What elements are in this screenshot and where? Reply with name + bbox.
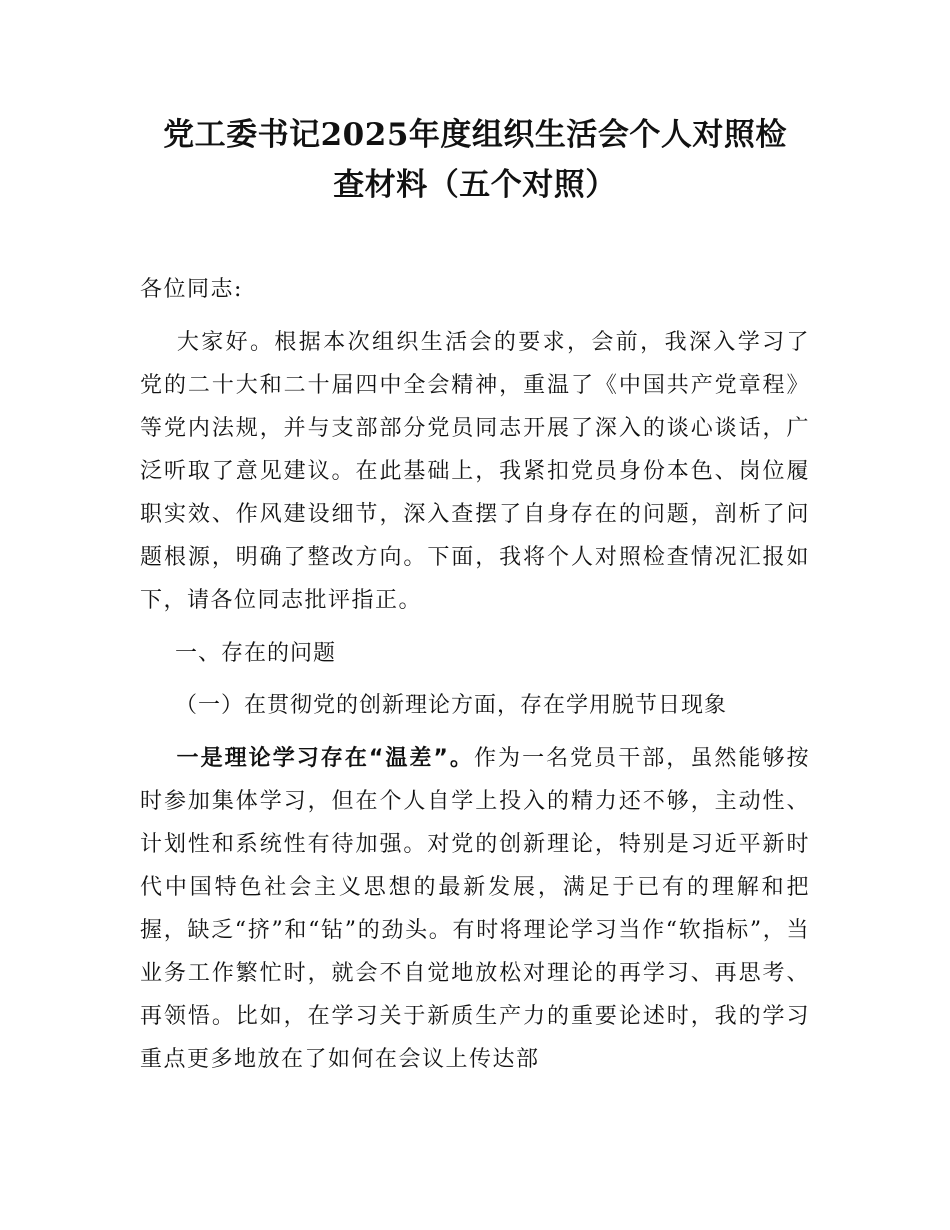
document-title [120,110,830,210]
title-line-1: 党工委书记2025年度组织生活会个人对照检 [163,117,787,153]
point-one-lead: 一是理论学习存在“温差”。 [176,746,474,771]
section-heading-problems: 一、存在的问题 [175,641,337,666]
point-one-text: 作为一名党员干部，虽然能够按时参加集体学习，但在个人自学上投入的精力还不够，主动性、计划性和系统性有待加强。对党的创新理论，特别是习近平新时代中国特色社会主义思想的最新发展，满足于已有的理解和把握，缺乏“挤”和“钻”的劲头。有时将理论学习当作“软指标”，当业务工作繁忙时，就会不自觉地放松对理论的再学习、再思考、再领悟。比如，在学习关于新质生产力的重要论述时，我的学习重点更多地放在了如何在会议上传达部 [140,746,810,1072]
intro-paragraph [140,321,810,622]
point-one-paragraph [140,737,810,1081]
greeting: 各位同志: [140,277,243,302]
intro-paragraph-text: 大家好。根据本次组织生活会的要求，会前，我深入学习了党的二十大和二十届四中全会精神，重温了《中国共产党章程》等党内法规，并与支部部分党员同志开展了深入的谈心谈话，广泛听取了意见建议。在此基础上，我紧扣党员身份本色、岗位履职实效、作风建设细节，深入查摆了自身存在的问题，剖析了问题根源，明确了整改方向。下面，我将个人对照检查情况汇报如下，请各位同志批评指正。 [140,330,810,613]
title-line-2: 查材料（五个对照） [333,167,617,203]
subsection-heading-theory: （一）在贯彻党的创新理论方面，存在学用脱节日现象 [175,693,728,718]
